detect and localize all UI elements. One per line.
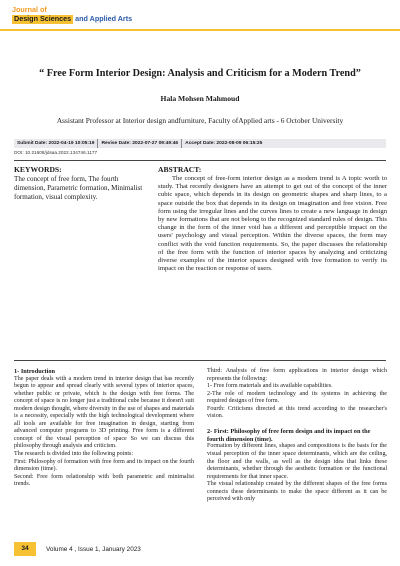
header-rule	[0, 29, 400, 31]
revise-date: Revise Date: 2022-07-27 09:49:46	[98, 139, 182, 148]
section-2-paragraph-1: Formation by different lines, shapes and compositions is the basis for the visual perception of the inner space determinants, which are the ceiling, the floor and the walls, as well as the design idea that links these determinants, whether through the aesthetic formation or the functional requirements for that inner space.	[207, 443, 387, 480]
spacer	[207, 421, 387, 429]
submit-date: Submit Date: 2022-04-19 10:05:19	[14, 139, 98, 148]
page-footer	[0, 541, 400, 557]
page-number: 34	[14, 542, 36, 556]
journal-highlight: Design Sciences	[14, 14, 72, 23]
keywords-heading: KEYWORDS:	[14, 165, 62, 174]
third-item-2: 2-The role of modern technology and its systems in achieving the required designs of free form.	[207, 390, 387, 405]
body-left-column	[14, 368, 194, 489]
research-point-third: Third: Analysis of free form applications in interior design which represents the following:	[207, 368, 387, 382]
author-name: Hala Mohsen Mahmoud	[160, 94, 240, 103]
abstract-heading: ABSTRACT:	[158, 165, 202, 174]
introduction-paragraph: The paper deals with a modern trend in interior design that has recently begun to appear and spread clearly with several types of interior spaces, whether public or private, which is the design with free forms. The concept of space is no longer just a traditional cube because it doesn't suit modern design thought, where diversity in the use of shapes and materials is a necessity, especially with the high technological development where all tools are available for free imagination in design, starting from advanced computer programs to 3D printing. Free form is a different concept of the visual perception of space So we can discuss this philosophy through analysis and criticism.	[14, 375, 194, 450]
journal-line1: Journal of	[12, 5, 47, 14]
volume-info: Volume 4 , Issue 1, January 2023	[46, 545, 141, 553]
research-point-fourth: Fourth: Criticisms directed at this trend according to the researcher's vision.	[207, 405, 387, 420]
accept-date: Accept Date: 2022-08-09 06:15:25	[185, 141, 263, 146]
introduction-heading: 1- Introduction	[14, 368, 55, 375]
divider-bottom	[14, 360, 386, 361]
author-affiliation: Assistant Professor at Interior design andfurniture, Faculty ofApplied arts - 6 October University	[56, 116, 344, 125]
abstract-text	[158, 175, 387, 273]
section-2-heading: 2- First: Philosophy of free form design and its impact on the fourth dimension (time).	[207, 428, 371, 443]
journal-masthead	[12, 6, 232, 24]
third-item-1: 1- Free form materials and its available capabilities.	[207, 383, 333, 390]
research-points-intro: The research is divided into the following points:	[14, 451, 134, 458]
research-point-first: First: Philosophy of formation with free form and its impact on the fourth dimension (time).	[14, 458, 194, 473]
research-point-second: Second: Free form relationship with both parametric and minimalist trends.	[14, 473, 194, 488]
journal-name-row	[12, 15, 232, 24]
journal-rest: and Applied Arts	[75, 14, 133, 23]
abstract-body: The concept of free-form interior design as a modern trend is A topic worth to study. That recently designers have an attempt to get out of the concept of the inner cubic space, which depends in its design on geometric shapes and sharp lines, to a space outside the box that depends in its design on imagination and free vision. Free form using the irregular lines and the curves lines to create a new language in design by new formations that are not belong to the recognized standard rules of design. This change in the form of the inner void has a different and perceptible impact on the users' psychology and visual perception. Within the diverse spaces, the form may conflict with the void function requirements. So, the paper discusses the relationship of the free form with the function of interior spaces by analyzing and criticizing diverse examples of the interior spaces designed with free formation to verify its impact on the reaction or response of users.	[158, 175, 387, 273]
keywords-text: The concept of free form, The fourth dimension, Parametric formation, Minimalist formation, visual complexity.	[14, 175, 143, 201]
body-right-column	[207, 368, 387, 504]
keywords-section	[14, 165, 147, 202]
abstract-section	[158, 165, 387, 273]
doi: DOI: 10.21608/jdsaa.2022.134746.1177	[14, 150, 98, 155]
paper-title: “ Free Form Interior Design: Analysis and Criticism for a Modern Trend”	[39, 68, 361, 79]
date-bar	[14, 139, 386, 148]
divider-top	[14, 160, 386, 161]
section-2-paragraph-2: The visual relationship created by the different shapes of the free forms connects these determinants to make the space different as it can be perceived with only	[207, 481, 387, 503]
